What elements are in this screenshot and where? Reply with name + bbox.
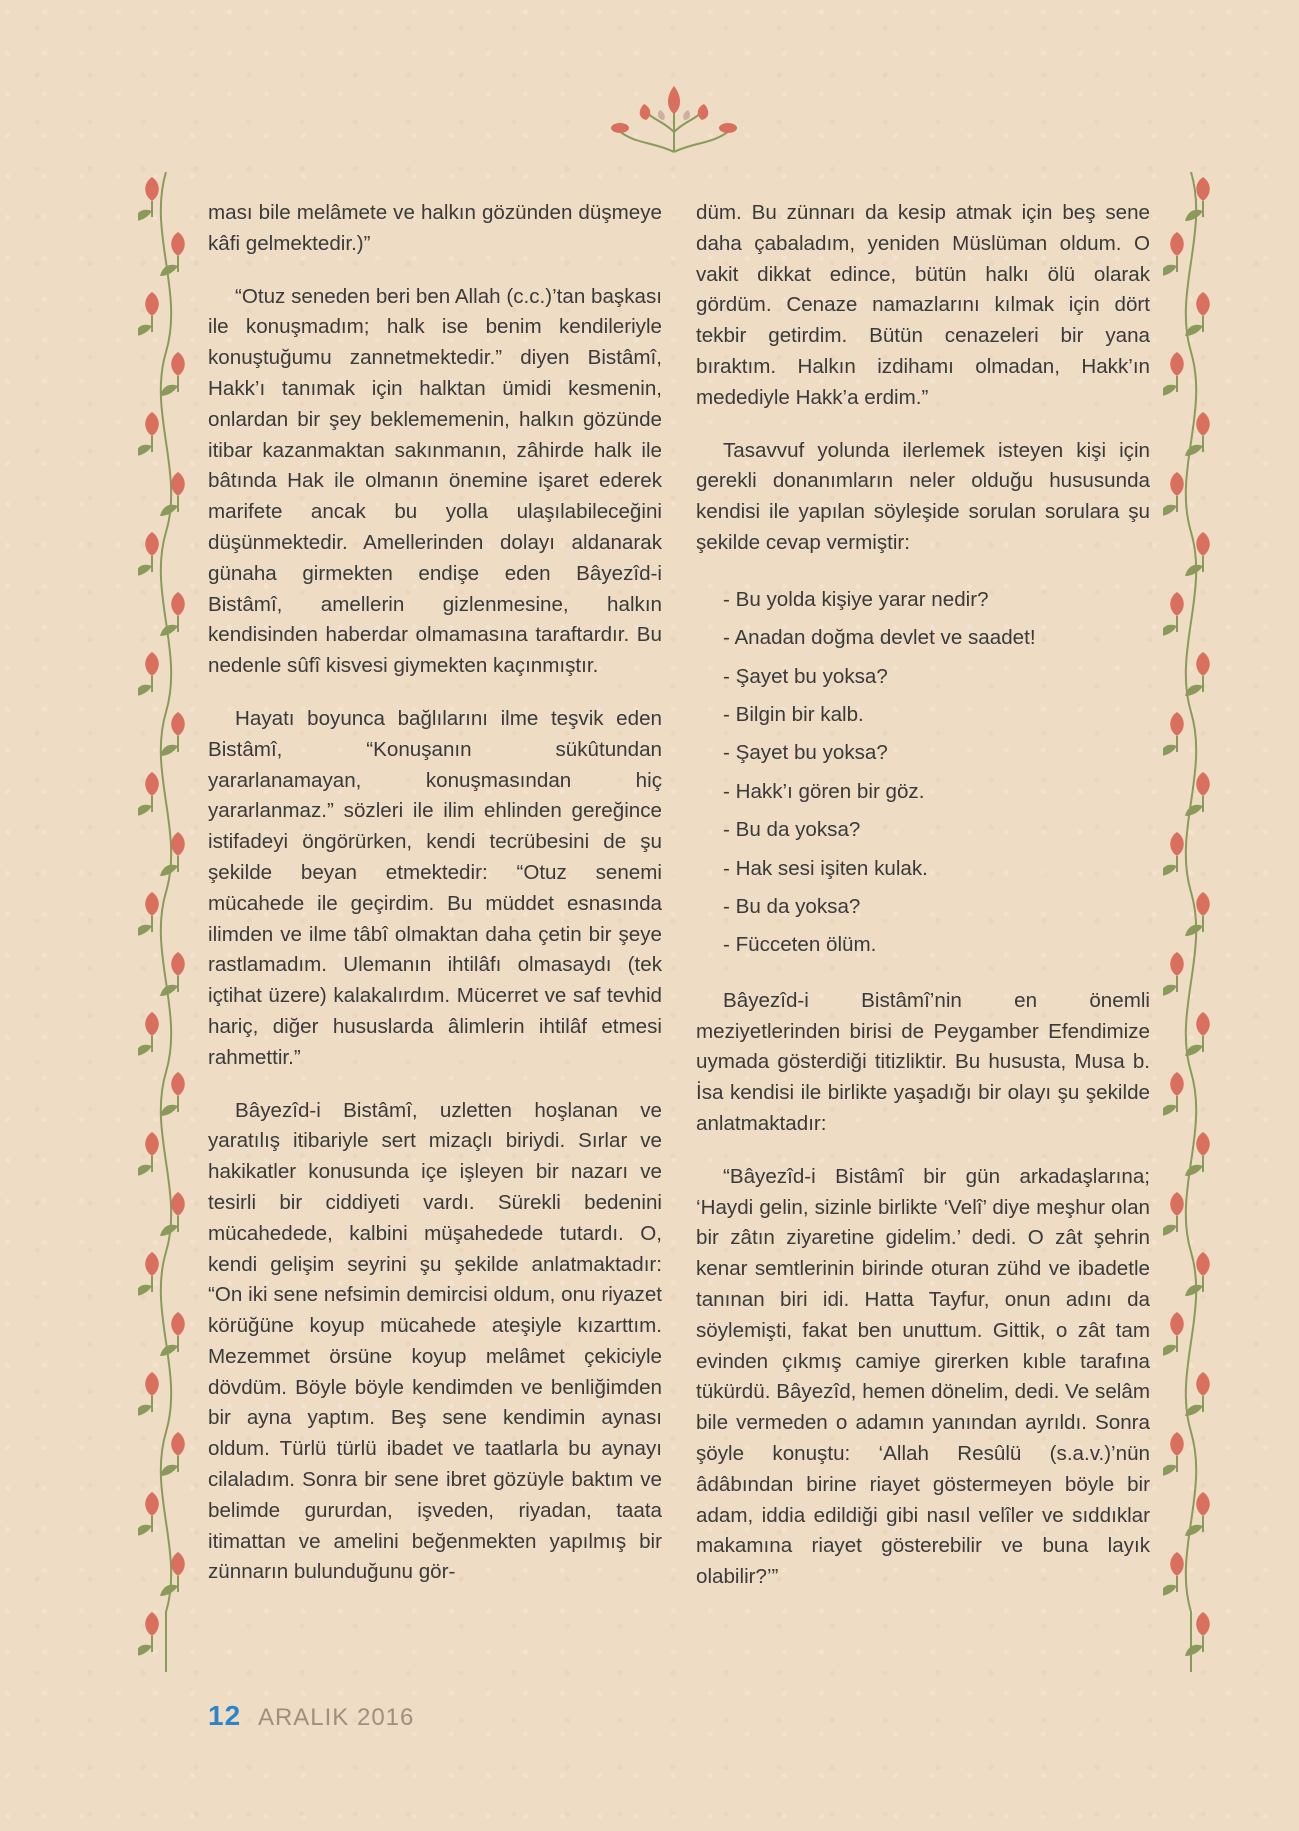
dialogue-line: - Fücceten ölüm.	[723, 933, 877, 957]
dialogue-list	[696, 581, 1150, 965]
issue-date: ARALIK 2016	[257, 1704, 415, 1731]
dialogue-line: - Hak sesi işiten kulak.	[723, 856, 928, 880]
dialogue-line: - Hakk’ı gören bir göz.	[723, 779, 925, 803]
paragraph: “Otuz seneden beri ben Allah (c.c.)’tan başkası ile konuşmadım; halk ise benim kendileriyle konuştuğumu zannetmektedir.” diyen Bistâmî, Hakk’ı tanımak için halktan ümidi kesmenin, onlardan bir şey beklememenin, halkın gözünde itibar kazanmaktan sakınmanın, zâhirde halk ile bâtında Hak ile olmanın önemine işaret ederek marifete ancak bu yolla ulaşılabileceğini düşünmektedir. Amellerinden dolayı aldanarak günaha girmekten endişe eden Bâyezîd-i Bistâmî, amellerin gizlenmesine, halkın kendisinden haberdar olmamasına taraftardır. Bu nedenle sûfî kisvesi giymekten kaçınmıştır.	[208, 284, 662, 678]
dialogue-line: - Şayet bu yoksa?	[723, 741, 888, 765]
page-number: 12	[208, 1700, 242, 1731]
paragraph: Tasavvuf yolunda ilerlemek isteyen kişi için gerekli donanımların neler olduğu hususunda kendisi ile yapılan söyleşide sorulan sorulara şu şekilde cevap vermiştir:	[696, 438, 1150, 554]
dialogue-line: - Bilgin bir kalb.	[723, 702, 864, 726]
paragraph: Bâyezîd-i Bistâmî’nin en önemli meziyetlerinden birisi de Peygamber Efendimize uymada gösterdiği titizliktir. Bu hususta, Musa b. İsa kendisi ile birlikte yaşadığı bir olayı şu şekilde anlatmaktadır:	[696, 988, 1150, 1136]
paragraph: Bâyezîd-i Bistâmî, uzletten hoşlanan ve yaratılış itibariyle sert mizaçlı biriydi. Sırlar ve hakikatler konusunda içe işleyen bir nazarı ve tesirli bir ciddiyeti vardı. Sürekli bedenini mücahedede, kalbini müşahedede tutardı. O, kendi gelişim seyrini şu şekilde anlatmaktadır: “On iki sene nefsimin demircisi oldum, onu riyazet körüğüne koyup mücahede ateşiyle kızarttım. Mezemmet örsüne koyup melâmet çekiciyle dövdüm. Böyle böyle kendimden ve benliğimden bir ayna yaptım. Beş sene kendimin aynası oldum. Türlü türlü ibadet ve taatlarla bu aynayı cilaladım. Sonra bir sene ibret gözüyle baktım ve belimde gururdan, işveden, riyadan, taata itimattan ve amelini beğenmekten yapılmış bir zünnarın bulunduğunu gör-	[208, 1098, 662, 1584]
tulip-ornament-icon	[604, 82, 744, 158]
tulip-vine-border-right-icon	[1163, 172, 1219, 1672]
page-footer	[208, 1700, 414, 1732]
paragraph: ması bile melâmete ve halkın gözünden düşmeye kâfi gelmektedir.)”	[208, 201, 662, 255]
dialogue-line: - Bu da yoksa?	[723, 818, 861, 842]
paragraph: “Bâyezîd-i Bistâmî bir gün arkadaşlarına; ‘Haydi gelin, sizinle birlikte ‘Velî’ diye meşhur olan bir zâtın ziyaretine gidelim.’ dedi. O zât şehrin kenar semtlerinin birinde oturan zühd ve ibadetle tanınan biri idi. Hatta Tayfur, onun adını da söylemişti, fakat ben unuttum. Gittik, o zât tam evinden çıkmış camiye girerken kıble tarafına tükürdü. Bâyezîd, hemen dönelim, dedi. Ve selâm bile vermeden o adamın yanından ayrıldı. Sonra şöyle konuştu: ‘Allah Resûlü (s.a.v.)’nün âdâbından birine riayet göstermeyen böyle bir adam, iddia edildiği gibi nasıl velîler ve sıddıklar makamına riayet gösterebilir ve buna layık olabilir?’”	[696, 1164, 1150, 1589]
paragraph: düm. Bu zünnarı da kesip atmak için beş sene daha çabaladım, yeniden Müslüman oldum. O vakit dikkat edince, bütün halkı ölü olarak gördüm. Cenaze namazlarını kılmak için dört tekbir getirdim. Bütün cenazeleri bir yana bıraktım. Halkın izdihamı olmadan, Hakk’ın medediyle Hakk’a erdim.”	[696, 201, 1150, 409]
tulip-vine-border-left-icon	[138, 172, 194, 1672]
paragraph: Hayatı boyunca bağlılarını ilme teşvik eden Bistâmî, “Konuşanın sükûtundan yararlanamayan, konuşmasından hiç yararlanmaz.” sözleri ile ilim ehlinden gereğince istifadeyi öngörürken, kendi tecrübesini de şu şekilde beyan etmektedir: “Otuz senemi mücahede ile geçirdim. Bu müddet esnasında ilimden ve ilme tâbî olmaktan daha çetin bir şeye rastlamadım. Ulemanın ihtilâfı olmasaydı (tek içtihat üzere) kalakalırdım. Mücerret ve saf tevhid hariç, diğer hususlarda âlimlerin ihtilâf etmesi rahmettir.”	[208, 706, 662, 1069]
right-text-column	[696, 198, 1150, 1615]
dialogue-line: - Şayet bu yoksa?	[723, 664, 888, 688]
dialogue-line: - Bu da yoksa?	[723, 895, 861, 919]
left-text-column	[208, 198, 662, 1610]
dialogue-line: - Anadan doğma devlet ve saadet!	[723, 626, 1036, 650]
dialogue-line: - Bu yolda kişiye yarar nedir?	[723, 587, 989, 611]
